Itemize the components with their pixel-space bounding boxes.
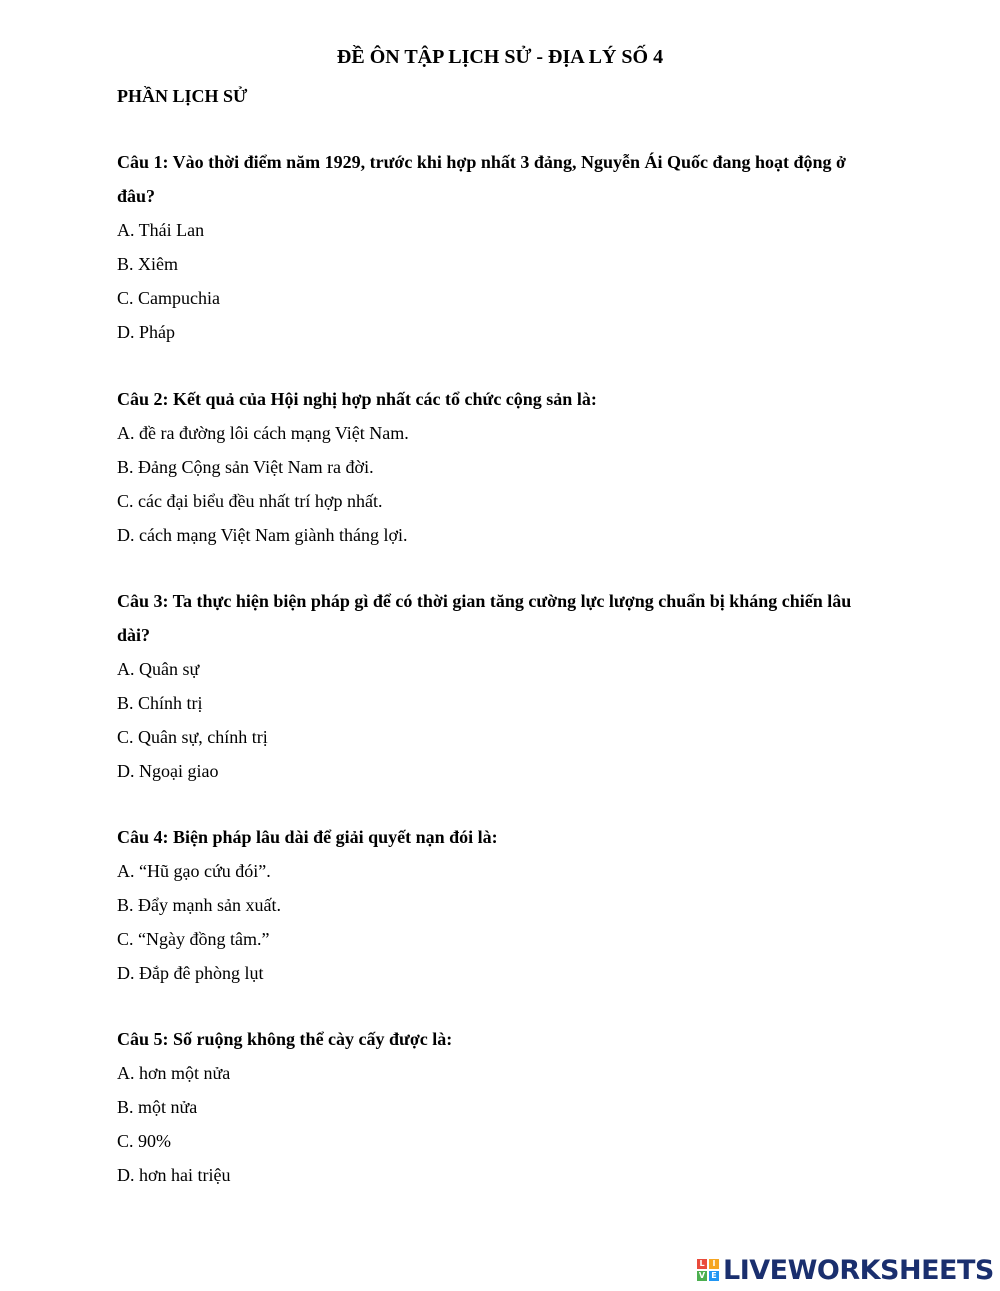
answer-option-d: D. Pháp: [117, 322, 175, 342]
answer-option-a: A. Thái Lan: [117, 220, 205, 240]
question-1: [117, 145, 862, 349]
answer-option-d: D. cách mạng Việt Nam giành tháng lợi.: [117, 525, 408, 545]
answer-option-d: D. Đắp đê phòng lụt: [117, 963, 264, 983]
answer-option-c: C. các đại biểu đều nhất trí hợp nhất.: [117, 491, 383, 511]
logo-text: LIVEWORKSHEETS: [723, 1254, 994, 1286]
answer-option-a: A. đề ra đường lôi cách mạng Việt Nam.: [117, 423, 409, 443]
answer-option-c: C. 90%: [117, 1131, 171, 1151]
logo-block: L: [697, 1259, 707, 1269]
answer-option-c: C. “Ngày đồng tâm.”: [117, 929, 270, 949]
page-title: ĐỀ ÔN TẬP LỊCH SỬ - ĐỊA LÝ SỐ 4: [336, 46, 664, 68]
logo-block: E: [709, 1271, 719, 1281]
answer-option-c: C. Campuchia: [117, 288, 220, 308]
answer-option-d: D. Ngoại giao: [117, 761, 219, 781]
question-5: [117, 1022, 862, 1192]
section-title: PHẦN LỊCH SỬ: [117, 86, 248, 106]
answer-option-a: A. Quân sự: [117, 659, 200, 679]
answer-option-b: B. Đảng Cộng sản Việt Nam ra đời.: [117, 457, 374, 477]
answer-option-b: B. Đẩy mạnh sản xuất.: [117, 895, 281, 915]
answer-option-b: B. Xiêm: [117, 254, 178, 274]
question-text: Câu 4: Biện pháp lâu dài để giải quyết nạn đói là:: [117, 827, 498, 847]
answer-option-a: A. “Hũ gạo cứu đói”.: [117, 861, 271, 881]
answer-option-b: B. một nửa: [117, 1097, 198, 1117]
answer-option-a: A. hơn một nửa: [117, 1063, 231, 1083]
logo-block: I: [709, 1259, 719, 1269]
logo-block: V: [698, 1271, 706, 1280]
question-text: Câu 1: Vào thời điểm năm 1929, trước khi hợp nhất 3 đảng, Nguyễn Ái Quốc đang hoạt động ở đâu?: [117, 152, 846, 206]
liveworksheets-logo[interactable]: [697, 1253, 994, 1287]
question-text: Câu 3: Ta thực hiện biện pháp gì để có thời gian tăng cường lực lượng chuẩn bị kháng chiến lâu dài?: [117, 591, 852, 645]
question-text: Câu 5: Số ruộng không thể cày cấy được là:: [117, 1029, 453, 1049]
question-3: [117, 584, 862, 788]
question-4: [117, 820, 862, 990]
question-text: Câu 2: Kết quả của Hội nghị hợp nhất các tổ chức cộng sản là:: [117, 389, 597, 409]
answer-option-d: D. hơn hai triệu: [117, 1165, 231, 1185]
question-2: [117, 382, 862, 552]
answer-option-c: C. Quân sự, chính trị: [117, 727, 268, 747]
logo-blocks-icon: [697, 1259, 719, 1281]
answer-option-b: B. Chính trị: [117, 693, 203, 713]
